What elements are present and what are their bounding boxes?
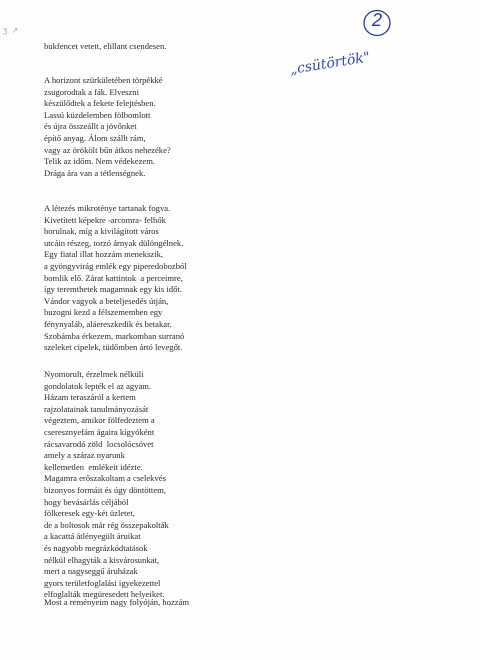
text-line: Szobámba érkezem, markomban surranó xyxy=(44,330,185,341)
text-line: nélkül elhagyták a kisvárosunkat, xyxy=(44,554,160,565)
text-line: kellemetlen emlékeit idézte. xyxy=(44,461,143,472)
text-line: végeztem, amikor fölfedeztem a xyxy=(44,415,155,426)
text-line: borulnak, míg a kivilágított város xyxy=(44,226,159,237)
paragraph xyxy=(44,597,189,609)
text-line: zsugorodtak a fák. Elveszni xyxy=(44,86,139,97)
text-line: Házam teraszáról a kertem xyxy=(44,392,136,403)
paragraph xyxy=(44,203,187,354)
text-line: rácsavarodó zöld locsolócsövet xyxy=(44,438,154,449)
text-line: buzogni kezd a félszememben egy xyxy=(44,307,163,318)
text-line: Egy fiatal illat hozzám menekszik, xyxy=(44,249,164,260)
text-line: így teremthetek magamnak egy kis időt. xyxy=(44,284,182,295)
text-line: építő anyag. Álom szállt rám, xyxy=(44,132,146,143)
text-line: Magamra erőszakoltam a cselekvés xyxy=(44,473,166,484)
text-line: bizonyos formáit és úgy döntöttem, xyxy=(44,484,166,495)
text-line: készülődtek a fekete felejtésben. xyxy=(44,98,156,109)
text-line: és nagyobb megrázkódtatások xyxy=(44,542,148,553)
paragraph xyxy=(44,41,166,53)
text-line: Kivetített képekre -arcomra- felhők xyxy=(44,214,166,225)
text-line: Nyomorult, érzelmek nélküli xyxy=(44,369,144,379)
text-line: a gyöngyvirág emlék egy piperedobozból xyxy=(44,260,187,271)
text-line: bomlik elő. Zárat kattintok a perceimre, xyxy=(44,272,183,283)
text-line: utcáin részeg, torzó árnyak dülöngélnek. xyxy=(44,237,184,248)
text-line: cseresznyefám ágaira kígyóként xyxy=(44,426,155,437)
text-line: Most a reményeim nagy folyóján, hozzám xyxy=(44,597,190,607)
text-line: fölkeresek egy-két üzletet, xyxy=(44,508,135,519)
text-line: vagy az örökölt bűn átkos nehezéke? xyxy=(44,144,171,155)
text-line: elfoglalták megüresedett helyeiket. xyxy=(44,589,165,600)
text-line: mert a nagyseggű áruházak xyxy=(44,566,138,577)
text-line: de a boltosok már rég összepakolták xyxy=(44,519,169,530)
text-line: Drága ára van a tétlenségnek. xyxy=(44,167,146,178)
corner-scribble: ʒ ↗ xyxy=(3,26,20,35)
text-line: amely a száraz nyarunk xyxy=(44,450,125,461)
text-line: fénynyaláb, aláereszkedik és betakar. xyxy=(44,318,172,329)
paragraph xyxy=(44,369,169,601)
text-line: gondolatok lepték el az agyam. xyxy=(44,380,152,391)
text-line: A létezés mikroténye tartanak fogva. xyxy=(44,203,171,213)
text-line: bukfencet vetett, elillant csendesen. xyxy=(44,41,167,51)
text-line: és újra összeállt a jövőnket xyxy=(44,121,137,132)
text-line: a kacattá átlényegült áruikat xyxy=(44,531,141,542)
text-line: Telik az időm. Nem védekezem. xyxy=(44,156,156,167)
handwritten-note: „csütörtök" xyxy=(288,49,372,78)
page-number-circle xyxy=(362,8,392,38)
text-line: szeleket cipelek, tüdőmben ártó levegőt. xyxy=(44,342,183,353)
text-line: gyors területfoglalási igyekezettel xyxy=(44,577,161,588)
text-line: Vándor vagyok a beteljesedés útján, xyxy=(44,295,169,306)
text-line: Lassú küzdelemben fölbomlott xyxy=(44,109,151,120)
text-line: A horizont szürkületében törpékké xyxy=(44,75,163,85)
paragraph xyxy=(44,75,171,179)
text-line: rajzolatainak tanulmányozását xyxy=(44,403,149,414)
text-line: hogy bevásárlás céljából xyxy=(44,496,129,507)
page-number: 2 xyxy=(371,10,382,30)
